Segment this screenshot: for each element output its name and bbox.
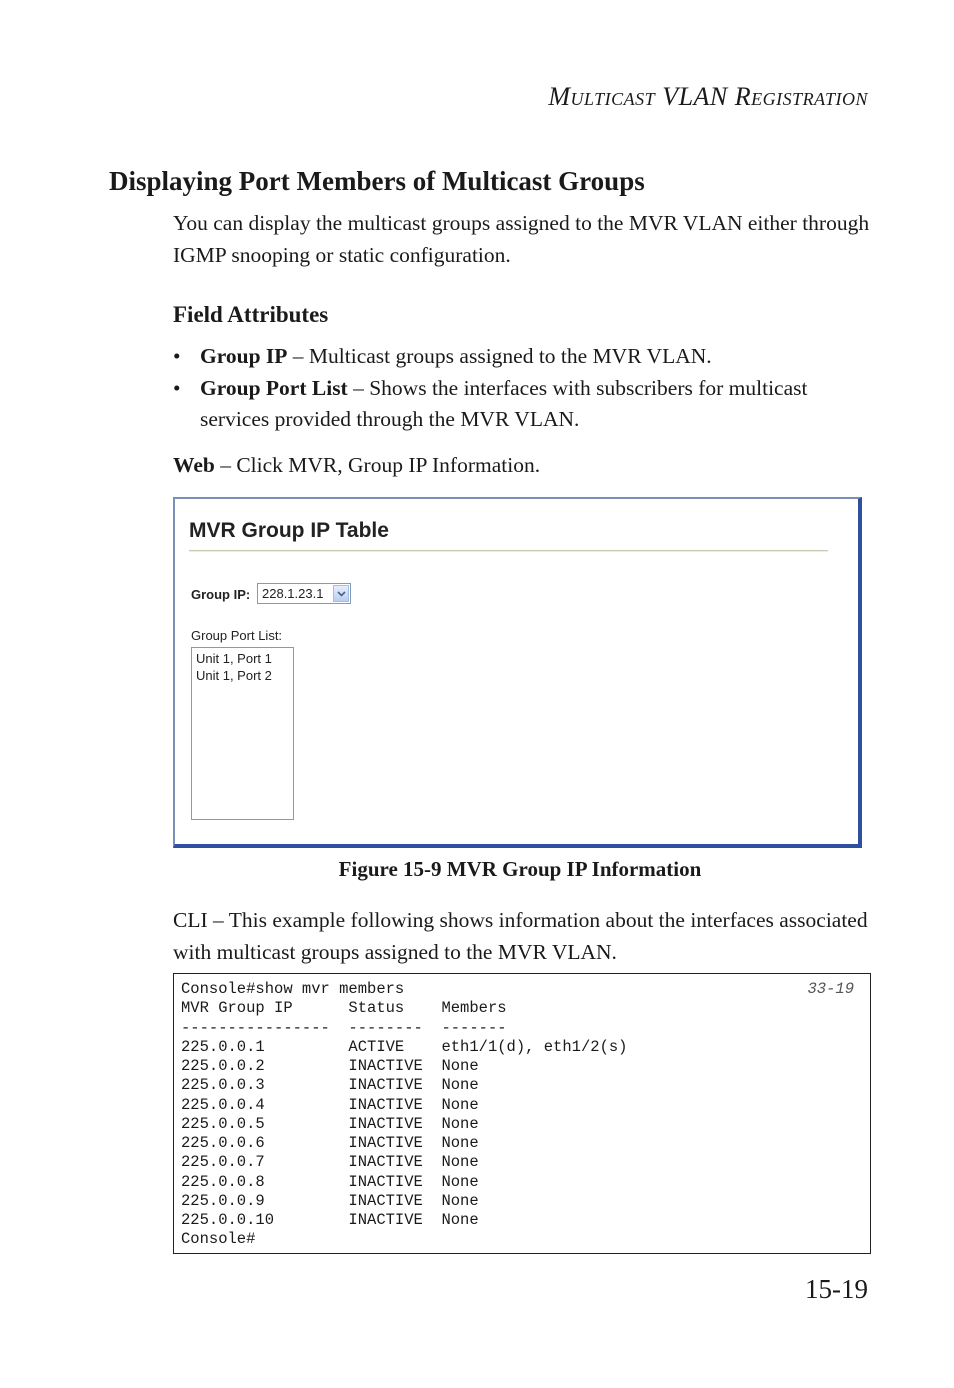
web-term: Web [173, 453, 215, 477]
list-item[interactable]: Unit 1, Port 2 [196, 668, 272, 683]
list-item[interactable]: Unit 1, Port 1 [196, 651, 272, 666]
mvr-group-ip-screenshot [173, 497, 862, 848]
group-port-list-label: Group Port List: [191, 628, 283, 643]
console-text [181, 980, 627, 1250]
list-item [173, 341, 873, 373]
web-desc: – Click MVR, Group IP Information. [214, 453, 541, 477]
field-attributes-list [173, 341, 873, 436]
console-line: 225.0.0.3 INACTIVE None [181, 1076, 479, 1095]
console-line: 225.0.0.2 INACTIVE None [181, 1057, 479, 1075]
console-line: Console# [181, 1230, 256, 1249]
page-number: 15-19 [805, 1274, 868, 1304]
console-line: 225.0.0.7 INACTIVE None [181, 1153, 479, 1172]
title-divider [189, 550, 828, 552]
field-attributes-heading: Field Attributes [173, 302, 329, 327]
field-desc: – Multicast groups assigned to the MVR VLAN. [287, 344, 712, 368]
dropdown-button[interactable] [333, 585, 349, 602]
intro-paragraph: You can display the multicast groups assigned to the MVR VLAN either through IGMP snooping or static configuration. [173, 211, 870, 267]
group-port-listbox[interactable] [191, 647, 294, 820]
command-reference: 33-19 [807, 980, 854, 998]
section-title: Displaying Port Members of Multicast Groups [109, 166, 645, 196]
console-line: 225.0.0.4 INACTIVE None [181, 1095, 479, 1114]
cli-intro-paragraph: CLI – This example following shows information about the interfaces associated with multicast groups assigned to the MVR VLAN. [173, 908, 868, 964]
console-output-box [173, 973, 871, 1254]
console-line: 225.0.0.8 INACTIVE None [181, 1172, 479, 1191]
console-line: ---------------- -------- ------- [181, 1018, 507, 1037]
console-line: 225.0.0.9 INACTIVE None [181, 1191, 479, 1210]
console-line: 225.0.0.1 ACTIVE eth1/1(d), eth1/2(s) [181, 1037, 628, 1056]
console-line: MVR Group IP Status Members [181, 999, 507, 1018]
group-ip-label: Group IP: [191, 587, 251, 602]
chevron-down-icon [337, 591, 346, 597]
console-line: 225.0.0.6 INACTIVE None [181, 1134, 479, 1152]
bullet-icon: • [173, 344, 181, 368]
web-instruction [173, 450, 873, 482]
figure-caption: Figure 15-9 MVR Group IP Information [338, 857, 702, 881]
console-line: Console#show mvr members [181, 980, 405, 998]
field-desc: – Shows the interfaces with subscribers for multicast services provided through the MVR VLAN. [200, 375, 808, 431]
field-term: Group IP [200, 344, 288, 368]
console-line: 225.0.0.10 INACTIVE None [181, 1211, 479, 1229]
group-ip-select[interactable] [257, 583, 351, 604]
group-ip-value: 228.1.23.1 [262, 586, 324, 601]
running-header: MULTICAST VLAN REGISTRATION [548, 82, 868, 111]
bullet-icon: • [173, 375, 181, 400]
field-term: Group Port List [200, 375, 348, 400]
panel-title: MVR Group IP Table [189, 519, 389, 542]
list-item [173, 373, 873, 436]
console-line: 225.0.0.5 INACTIVE None [181, 1114, 479, 1133]
